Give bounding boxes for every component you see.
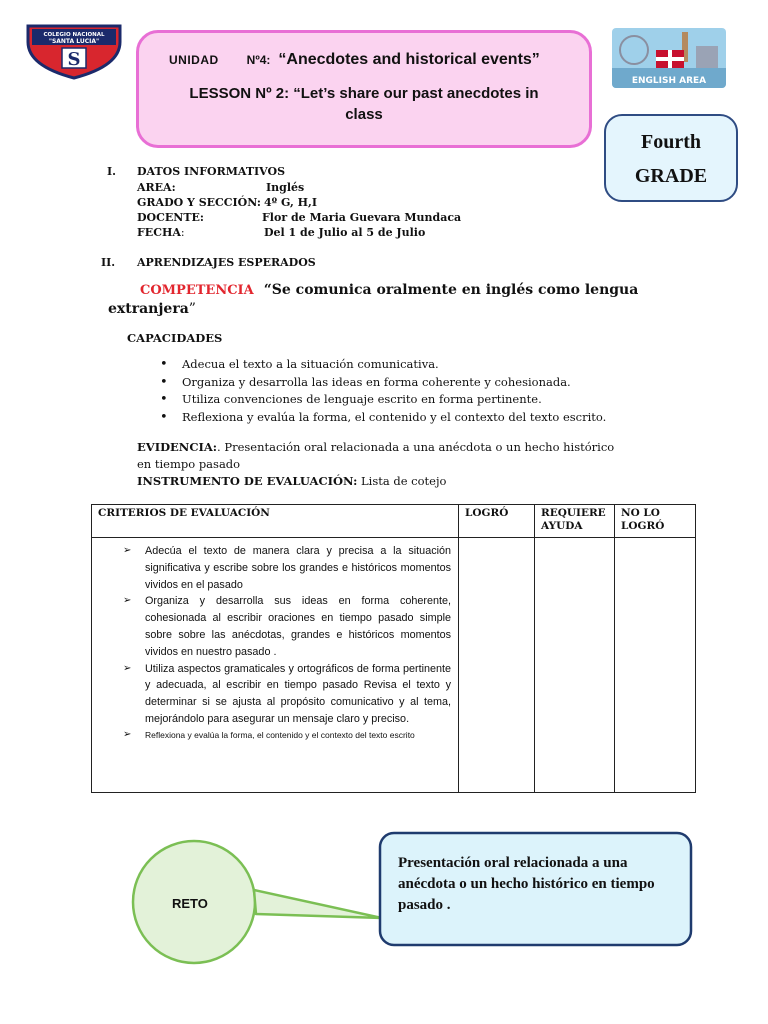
section-1-number: I. <box>107 165 116 178</box>
evidencia-label: EVIDENCIA: <box>137 440 218 454</box>
instrumento-label: INSTRUMENTO DE EVALUACIÓN: <box>137 474 358 488</box>
arrow-bullet-icon: ➢ <box>123 728 132 740</box>
no-lo-logro-cell[interactable] <box>615 538 696 793</box>
header-logro: LOGRÓ <box>459 505 535 538</box>
docente-value: Flor de Maria Guevara Mundaca <box>262 211 462 224</box>
logo-line1: COLEGIO NACIONAL <box>43 32 105 38</box>
capacidades-list-wrap <box>158 356 606 426</box>
grade-line-1: Fourth <box>641 131 701 153</box>
reto-arrow <box>254 890 382 918</box>
logo-letter: S <box>67 49 81 70</box>
unit-title-box <box>136 30 592 148</box>
header-criterios: CRITERIOS DE EVALUACIÓN <box>92 505 459 538</box>
criterio-text: Reflexiona y evalúa la forma, el contenido y el contexto del texto escrito <box>145 729 415 740</box>
list-item <box>99 543 451 593</box>
criterio-text: Utiliza aspectos gramaticales y ortográficos de forma pertinente y adecuada, al escribir en tiempo pasado Revisa el texto y determinar si se ajusta al propósito comunicativo y al tema, mejorándolo para asegurar un mensaje claro y preciso. <box>145 662 451 725</box>
list-item: • Organiza y desarrolla las ideas en forma coherente y cohesionada. <box>158 374 606 392</box>
lesson-line-1: LESSON Nº 2: “Let’s share our past anecdotes in <box>189 85 539 102</box>
fecha-label <box>137 226 185 239</box>
english-area-image <box>612 28 726 88</box>
arrow-bullet-icon: ➢ <box>123 595 132 607</box>
list-item <box>99 661 451 728</box>
header-no-lo-logro: NO LO LOGRÓ <box>615 505 696 538</box>
section-2-number: II. <box>101 256 116 269</box>
criterios-list <box>93 539 457 742</box>
criterio-text: Organiza y desarrolla sus ideas en forma coherente, cohesionada al escribir oraciones en tiempo pasado simple sobre sobre las anécdotas, grandes e históricos momentos vividos en nuestro pasado . <box>145 595 451 658</box>
instrumento-value: Lista de cotejo <box>357 474 447 488</box>
lesson-title <box>139 83 589 125</box>
evidencia-text-2: en tiempo pasado <box>137 457 241 471</box>
grado-value: 4º G, H,I <box>264 196 318 209</box>
fecha-label-colon: : <box>180 226 185 239</box>
area-label: AREA: <box>137 181 176 194</box>
evidencia-line-1 <box>137 440 614 454</box>
criterio-text: Adecúa el texto de manera clara y precisa a la situación significativa y escribe sobre los grandes e históricos momentos vividos en el pasado <box>145 545 451 591</box>
grade-box <box>604 114 738 202</box>
competencia-line <box>140 282 638 298</box>
logo-line2: "SANTA LUCIA" <box>48 38 100 45</box>
table-row <box>92 538 696 793</box>
grade-line-2: GRADE <box>634 165 708 187</box>
arrow-bullet-icon: ➢ <box>123 662 132 674</box>
grado-label: GRADO Y SECCIÓN: <box>137 196 261 209</box>
fecha-label-text: FECHA <box>137 226 181 239</box>
fecha-value: Del 1 de Julio al 5 de Julio <box>264 226 426 239</box>
criterios-cell <box>92 538 459 793</box>
unidad-label: UNIDAD <box>169 53 219 67</box>
list-item <box>99 593 451 660</box>
instrumento-line <box>137 474 446 488</box>
competencia-close-quote: ” <box>188 301 196 317</box>
competencia-text-1: “Se comunica oralmente en inglés como lengua <box>263 282 639 298</box>
list-item: • Reflexiona y evalúa la forma, el contenido y el contexto del texto escrito. <box>158 409 606 427</box>
competencia-label: COMPETENCIA <box>140 283 254 298</box>
competencia-text-2: extranjera <box>108 301 189 317</box>
docente-label: DOCENTE: <box>137 211 204 224</box>
requiere-ayuda-cell[interactable] <box>535 538 615 793</box>
table-header-row <box>92 505 696 538</box>
school-logo <box>24 22 124 80</box>
lesson-line-2: class <box>345 106 383 123</box>
area-value: Inglés <box>266 181 305 194</box>
capacidades-heading: CAPACIDADES <box>127 331 223 345</box>
datos-heading: DATOS INFORMATIVOS <box>137 165 286 178</box>
english-area-text: ENGLISH AREA <box>631 76 707 86</box>
list-item <box>99 728 451 742</box>
unidad-number: Nº4: <box>246 53 271 67</box>
capacidades-list <box>158 356 606 426</box>
evidencia-text-1: . Presentación oral relacionada a una anécdota o un hecho histórico <box>217 440 615 454</box>
competencia-text-2-wrap <box>108 301 196 317</box>
criteria-table <box>91 504 696 793</box>
arrow-bullet-icon: ➢ <box>123 545 132 556</box>
logro-cell[interactable] <box>459 538 535 793</box>
list-item: • Utiliza convenciones de lenguaje escrito en forma pertinente. <box>158 391 606 409</box>
unit-line <box>169 51 540 69</box>
unidad-title: “Anecdotes and historical events” <box>278 51 540 68</box>
reto-text: Presentación oral relacionada a una anécdota o un hecho histórico en tiempo pasado . <box>398 855 655 913</box>
header-requiere-ayuda: REQUIERE AYUDA <box>535 505 615 538</box>
reto-label: RETO <box>172 896 208 911</box>
aprendizajes-heading: APRENDIZAJES ESPERADOS <box>137 256 316 269</box>
list-item: • Adecua el texto a la situación comunicativa. <box>158 356 606 374</box>
